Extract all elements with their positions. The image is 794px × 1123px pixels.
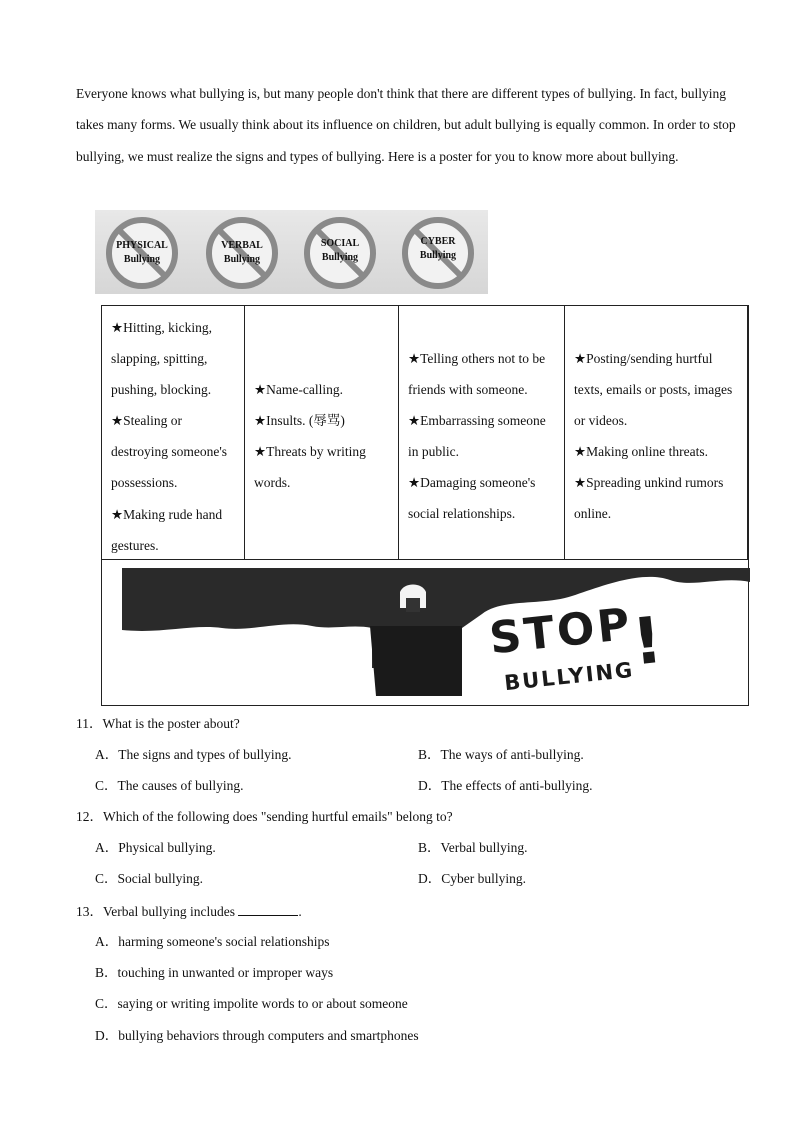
column-line: social relationships.: [408, 506, 516, 522]
option-c[interactable]: C．The causes of bullying.: [95, 778, 244, 793]
badge-subtitle: Bullying: [419, 250, 457, 261]
intro-paragraph: Everyone knows what bullying is, but many people don't think that there are different types of bullying. In fact, bullying takes many forms. We usually think about its influence on children, but adult bullying is equally common. In order to stop bullying, we must realize the signs and types of bullying. Here is a poster for you to know more about bullying.: [76, 86, 736, 164]
column-line: ★Threats by writing: [254, 444, 366, 460]
option-d[interactable]: D．bullying behaviors through computers and smartphones: [95, 1028, 419, 1043]
badge-title: PHYSICAL: [116, 240, 168, 251]
column-line: ★Hitting, kicking,: [111, 320, 212, 335]
column-line: ★Stealing or: [111, 413, 182, 429]
question-11: 11．What is the poster about?: [76, 716, 240, 731]
no-symbol-icon: [205, 216, 279, 290]
option-a[interactable]: A．The signs and types of bullying.: [95, 747, 292, 762]
badge-verbal: [205, 216, 279, 290]
question-stem: 13．Verbal bullying includes: [76, 904, 235, 919]
bullying-types-banner: [95, 210, 488, 294]
cyber-column: [565, 306, 748, 559]
badge-title: CYBER: [420, 236, 456, 247]
option-b[interactable]: B．Verbal bullying.: [418, 840, 528, 855]
column-line: in public.: [408, 444, 459, 460]
option-c[interactable]: C．saying or writing impolite words to or about someone: [95, 996, 408, 1011]
column-line: ★Posting/sending hurtful: [574, 351, 713, 366]
column-line: texts, emails or posts, images: [574, 382, 733, 398]
badge-title: VERBAL: [221, 240, 263, 251]
stop-word: STOP: [487, 598, 635, 665]
option-c[interactable]: C．Social bullying.: [95, 871, 203, 886]
stop-bullying-banner: [102, 559, 748, 706]
question-13: [76, 902, 302, 921]
column-line: slapping, spitting,: [111, 351, 208, 367]
option-a[interactable]: A．harming someone's social relationships: [95, 934, 330, 949]
physical-column: [102, 306, 245, 559]
badge-cyber: [401, 216, 475, 290]
option-a[interactable]: A．Physical bullying.: [95, 840, 216, 855]
column-line: ★Making rude hand: [111, 506, 223, 522]
column-line: gestures.: [111, 537, 159, 553]
question-12: 12．Which of the following does "sending hurtful emails" belong to?: [76, 809, 453, 824]
column-line: destroying someone's: [111, 444, 228, 460]
verbal-column: [245, 306, 399, 559]
question-stem-end: .: [298, 904, 302, 919]
social-column: [399, 306, 565, 559]
column-line: online.: [574, 506, 612, 522]
option-d[interactable]: D．The effects of anti-bullying.: [418, 778, 593, 793]
badge-subtitle: Bullying: [321, 252, 359, 263]
column-line: friends with someone.: [408, 382, 528, 398]
column-line: words.: [254, 475, 291, 491]
badge-subtitle: Bullying: [223, 254, 261, 265]
answer-blank[interactable]: [238, 902, 298, 916]
column-line: ★Spreading unkind rumors: [574, 475, 724, 491]
bullying-poster-table: [101, 305, 749, 706]
badge-physical: [105, 216, 179, 290]
badge-social: [303, 216, 377, 290]
column-line: ★Making online threats.: [574, 444, 708, 460]
column-line: ★Telling others not to be: [408, 351, 546, 366]
badge-subtitle: Bullying: [123, 254, 161, 265]
option-d[interactable]: D．Cyber bullying.: [418, 871, 526, 886]
column-line: ★Name-calling.: [254, 382, 343, 397]
exclamation-mark: !: [629, 603, 666, 681]
bullying-word: BULLYING: [503, 657, 636, 696]
column-line: ★Damaging someone's: [408, 475, 536, 491]
badge-title: SOCIAL: [320, 238, 360, 249]
column-line: ★Insults. (辱骂): [254, 413, 345, 429]
column-line: ★Embarrassing someone: [408, 413, 546, 429]
no-symbol-icon: [105, 216, 179, 290]
column-line: or videos.: [574, 413, 628, 429]
option-b[interactable]: B．The ways of anti-bullying.: [418, 747, 584, 762]
stop-bullying-illustration: [122, 568, 750, 698]
column-line: possessions.: [111, 475, 178, 491]
column-line: pushing, blocking.: [111, 382, 212, 398]
option-b[interactable]: B．touching in unwanted or improper ways: [95, 965, 334, 980]
